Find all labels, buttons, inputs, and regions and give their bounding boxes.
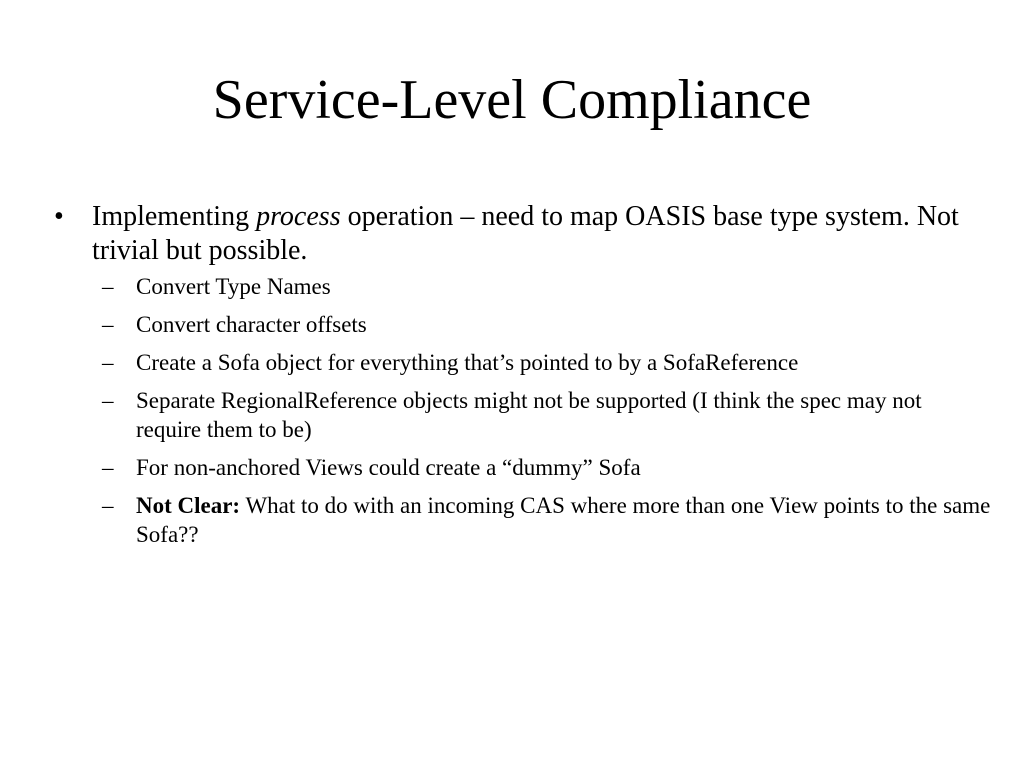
sub-bullet-item — [52, 453, 992, 482]
dash-marker: – — [102, 312, 114, 337]
sub-bullet-item — [52, 386, 992, 444]
bullet-marker: • — [54, 201, 64, 232]
main-bullet-text-after: operation – need to map OASIS base type system. Not trivial but possible. — [92, 201, 959, 266]
sub-bullet-text: Separate RegionalReference objects might not be supported (I think the spec may not require them to be) — [136, 388, 922, 442]
sub-bullet-item — [52, 272, 992, 301]
sub-bullet-item — [52, 348, 992, 377]
dash-marker: – — [102, 350, 114, 375]
sub-bullet-item-not-clear — [52, 491, 992, 549]
slide-title: Service-Level Compliance — [212, 69, 812, 131]
main-bullet — [52, 200, 992, 268]
sub-bullet-text: Convert character offsets — [136, 312, 367, 337]
not-clear-label: Not Clear: — [136, 493, 241, 518]
sub-bullet-text: For non-anchored Views could create a “dummy” Sofa — [136, 455, 641, 480]
not-clear-text: What to do with an incoming CAS where more than one View points to the same Sofa?? — [136, 493, 991, 547]
dash-marker: – — [102, 274, 114, 299]
main-bullet-emphasis: process — [256, 201, 341, 232]
main-bullet-text-before: Implementing — [92, 201, 257, 232]
slide-body — [52, 200, 992, 558]
sub-bullet-text: Convert Type Names — [136, 274, 331, 299]
dash-marker: – — [102, 388, 114, 413]
dash-marker: – — [102, 493, 114, 518]
sub-bullet-item — [52, 310, 992, 339]
dash-marker: – — [102, 455, 114, 480]
sub-bullet-list — [52, 272, 992, 549]
sub-bullet-text: Create a Sofa object for everything that’s pointed to by a SofaReference — [136, 350, 799, 375]
